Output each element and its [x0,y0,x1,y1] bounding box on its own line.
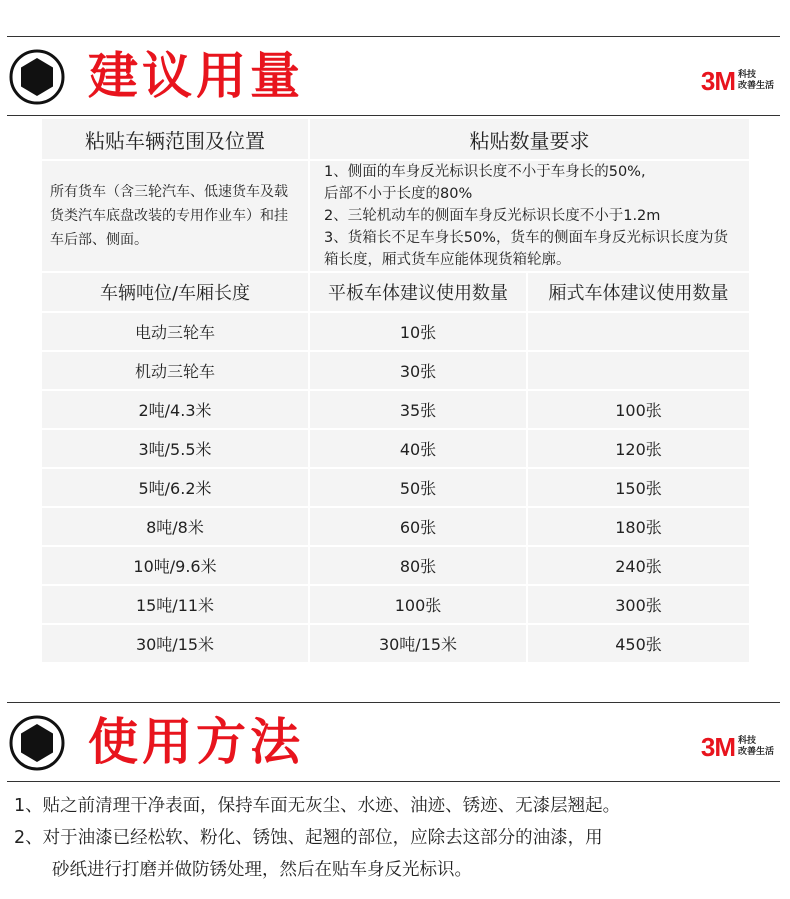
hexagon-icon [8,714,66,772]
brand-logo [701,68,774,94]
col-header-box: 厢式车体建议使用数量 [527,272,750,312]
section-header-usage [0,702,790,782]
divider [7,781,780,782]
table-row: 8吨/8米 60张 180张 [41,507,750,546]
instruction-item: 2、对于油漆已经松软、粉化、锈蚀、起翘的部位，应除去这部分的油漆，用 [14,828,603,848]
dosage-table [40,117,751,664]
divider [7,36,780,37]
divider [7,115,780,116]
brand-mark: 3M [700,66,735,96]
brand-logo [701,734,774,760]
brand-slogan: 科技 改善生活 [737,736,774,757]
table-row: 15吨/11米 100张 300张 [41,585,750,624]
table-row: 10吨/9.6米 80张 240张 [41,546,750,585]
brand-slogan: 科技 改善生活 [737,70,774,91]
section-title: 使用方法 [88,713,304,771]
table-row: 机动三轮车 30张 [41,351,750,390]
usage-instructions [14,790,784,886]
header-requirements: 粘贴数量要求 [309,118,750,160]
table-row: 电动三轮车 10张 [41,312,750,351]
requirements-row [41,160,750,272]
instruction-item: 1、贴之前清理干净表面，保持车面无灰尘、水迹、油迹、锈迹、无漆层翘起。 [14,796,621,816]
hexagon-icon [8,48,66,106]
table-row: 2吨/4.3米 35张 100张 [41,390,750,429]
column-header-row [41,272,750,312]
scope-text: 所有货车（含三轮汽车、低速货车及载货类汽车底盘改装的专用作业车）和挂车后部、侧面。 [41,160,309,272]
table-row: 30吨/15米 30吨/15米 450张 [41,624,750,663]
divider [7,702,780,703]
section-title: 建议用量 [88,47,304,105]
col-header-flatbed: 平板车体建议使用数量 [309,272,527,312]
instruction-item-continued: 砂纸进行打磨并做防锈处理，然后在贴车身反光标识。 [52,860,472,880]
section-header-dosage [0,36,790,116]
header-scope: 粘贴车辆范围及位置 [41,118,309,160]
table-row: 3吨/5.5米 40张 120张 [41,429,750,468]
col-header-tonnage: 车辆吨位/车厢长度 [41,272,309,312]
requirements-text: 1、侧面的车身反光标识长度不小于车身长的50%, 后部不小于长度的80% 2、三轮机动车的侧面车身反光标识长度不小于1.2m 3、货箱长不足车身长50%，货车的侧面车身反光标识长度为货箱长度，厢式货车应能体现货箱轮廓。 [309,160,750,272]
brand-mark: 3M [700,732,735,762]
table-header-row [41,118,750,160]
table-row: 5吨/6.2米 50张 150张 [41,468,750,507]
